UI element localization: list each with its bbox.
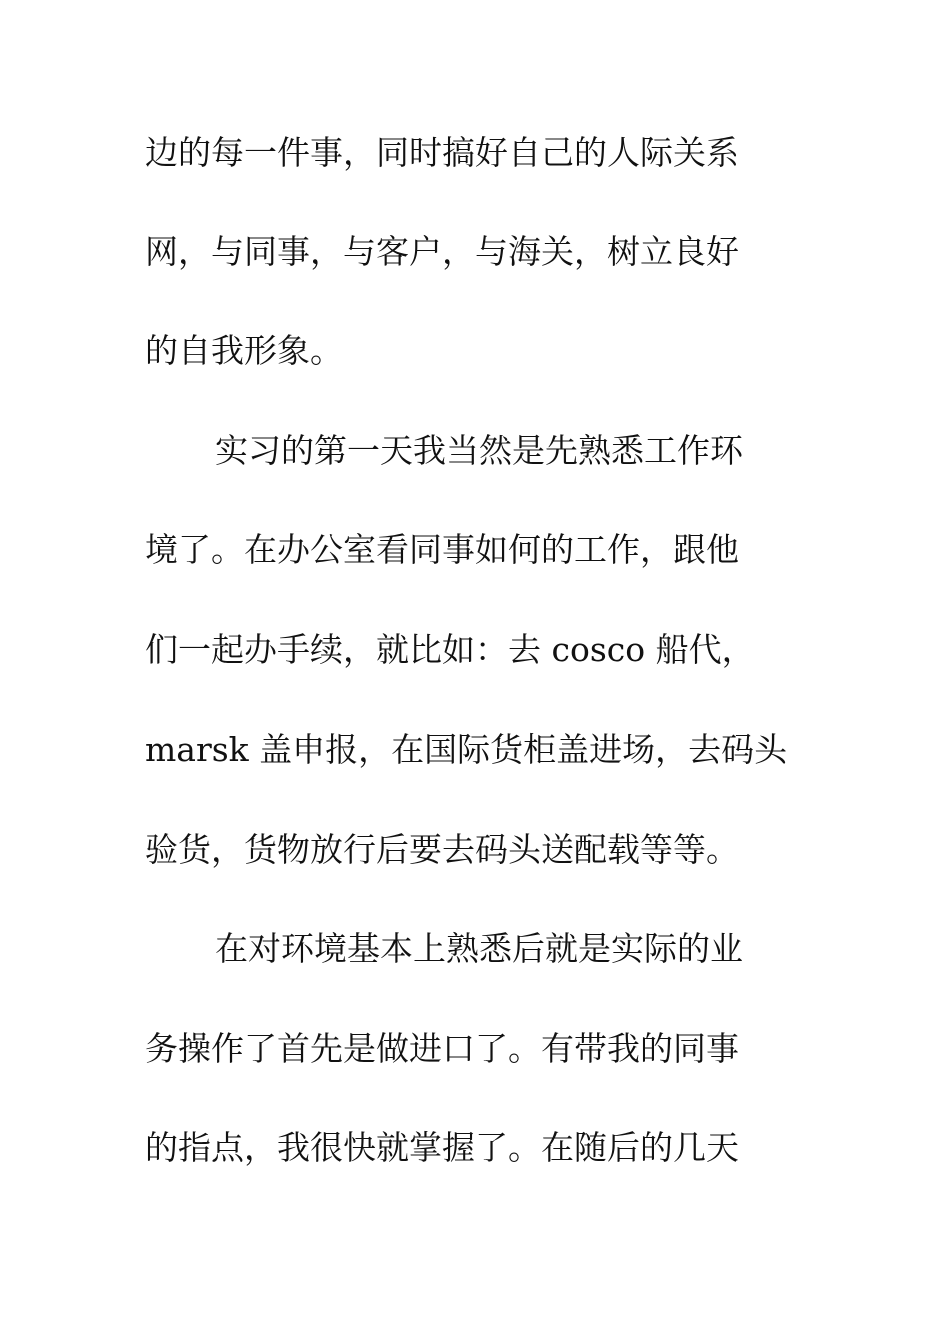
paragraph-line: 实习的第一天我当然是先熟悉工作环 <box>215 431 743 470</box>
paragraph-line: 验货，货物放行后要去码头送配载等等。 <box>145 830 739 869</box>
paragraph-line: 网，与同事，与客户，与海关，树立良好 <box>145 232 739 271</box>
paragraph-line: 的自我形象。 <box>145 331 343 370</box>
paragraph-line: marsk 盖申报，在国际货柜盖进场，去码头 <box>145 730 788 769</box>
paragraph-line: 在对环境基本上熟悉后就是实际的业 <box>215 929 743 968</box>
paragraph-line: 境了。在办公室看同事如何的工作，跟他 <box>145 530 739 569</box>
paragraph-line: 边的每一件事，同时搞好自己的人际关系 <box>145 133 739 172</box>
paragraph-line: 们一起办手续，就比如：去 cosco 船代， <box>145 630 755 669</box>
paragraph-line: 的指点，我很快就掌握了。在随后的几天 <box>145 1128 739 1167</box>
paragraph-line: 务操作了首先是做进口了。有带我的同事 <box>145 1029 739 1068</box>
